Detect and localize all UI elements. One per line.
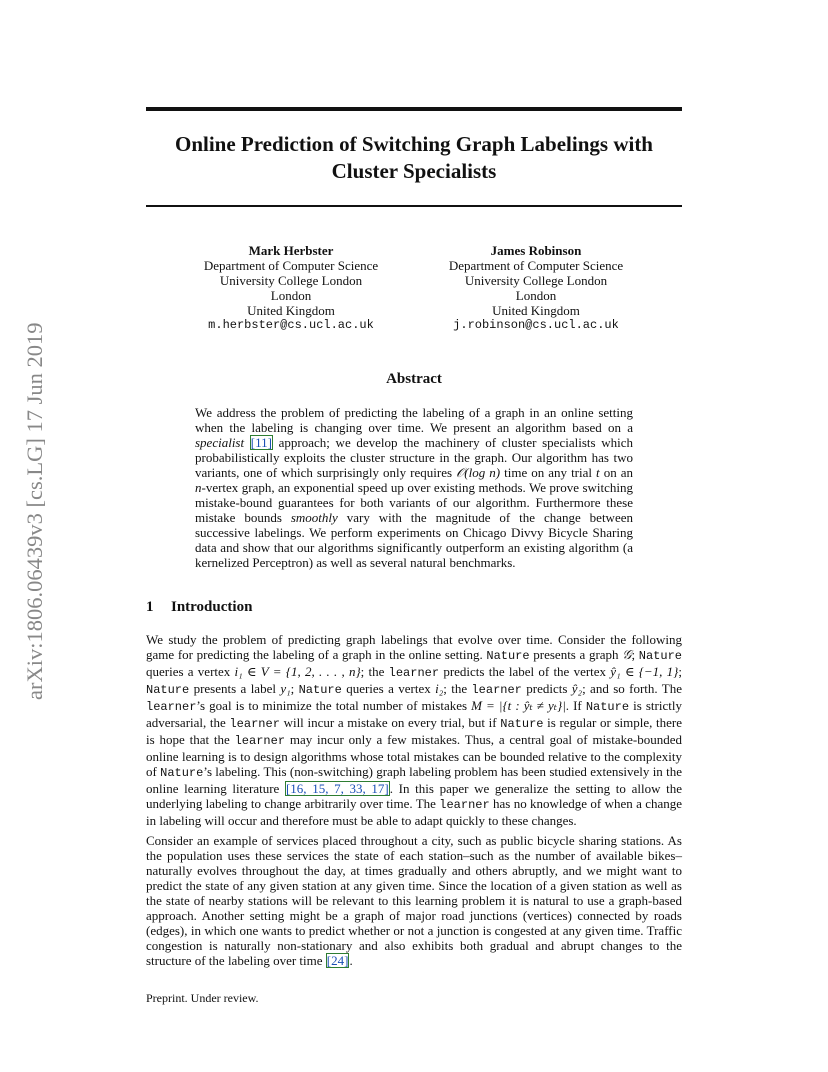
title-line-1: Online Prediction of Switching Graph Labelings with bbox=[174, 132, 653, 156]
code-term: learner bbox=[234, 734, 286, 748]
author-city: London bbox=[515, 288, 557, 303]
section-heading bbox=[146, 599, 252, 616]
code-term: learner bbox=[229, 717, 280, 731]
code-term: learner bbox=[439, 798, 490, 812]
abstract-text: We address the problem of predicting the labeling of a graph in an online setting when the labeling is changing over time. We present an algorithm based on a specialist [11] approach; we develop the machinery of cluster specialists which probabilistically exploits the cluster structure in the graph. Our algorithm has two variants, one of which surprisingly only requires 𝒪(log n) time on any trial t on an n-vertex graph, an exponential speed up over existing methods. We prove switching mistake-bound guarantees for both variants of our algorithm. Furthermore these mistake bounds smoothly vary with the magnitude of the change between successive labelings. We perform experiments on Chicago Divvy Bicycle Sharing data and show that our algorithms significantly outperform an existing algorithm (a kernelized Perceptron) as well as several natural benchmarks. bbox=[195, 405, 634, 570]
code-term: Nature bbox=[146, 683, 190, 697]
code-term: Nature bbox=[298, 683, 342, 697]
author-email[interactable]: j.robinson@cs.ucl.ac.uk bbox=[453, 318, 619, 332]
author-department: Department of Computer Science bbox=[203, 258, 379, 273]
title-line-2: Cluster Specialists bbox=[331, 159, 497, 183]
math-expression: ŷ₁ ∈ {−1, 1} bbox=[610, 664, 679, 679]
citation-link[interactable]: [24] bbox=[326, 953, 349, 968]
author-email[interactable]: m.herbster@cs.ucl.ac.uk bbox=[208, 318, 374, 332]
author-city: London bbox=[270, 288, 312, 303]
code-term: Nature bbox=[500, 717, 544, 731]
math-expression: 𝒢 bbox=[622, 647, 632, 662]
math-expression: ŷ₂ bbox=[571, 681, 583, 696]
code-term: learner bbox=[471, 683, 522, 697]
code-term: Nature bbox=[160, 766, 204, 780]
code-term: Nature bbox=[638, 649, 682, 663]
author-country: United Kingdom bbox=[247, 303, 335, 318]
paper-title bbox=[146, 131, 682, 185]
citation-link[interactable]: [16, 15, 7, 33, 17] bbox=[285, 781, 389, 796]
author-department: Department of Computer Science bbox=[448, 258, 624, 273]
author-name: Mark Herbster bbox=[248, 243, 334, 258]
footer-note: Preprint. Under review. bbox=[146, 991, 259, 1005]
math-expression: i₁ ∈ V = {1, 2, . . . , n} bbox=[234, 664, 361, 679]
math-expression: M = |{t : ŷₜ ≠ yₜ}| bbox=[471, 698, 566, 713]
arxiv-stamp bbox=[18, 290, 48, 700]
code-term: learner bbox=[388, 666, 440, 680]
code-term: Nature bbox=[486, 649, 530, 663]
citation-link[interactable]: [11] bbox=[250, 435, 272, 450]
math-expression: 𝒪(log n) bbox=[456, 465, 501, 480]
intro-paragraph-2: Consider an example of services placed throughout a city, such as public bicycle sharing stations. As the population uses these services the state of each station–such as the number of available bikes–naturally evolves throughout the day, at times gradually and others abruptly, and we might want to predict the state of any given station at any given time. Since the location of a given station as well as the state of nearby stations will be relevant to this learning problem it is natural to use a graph-based approach. Another setting might be a graph of major road junctions (vertices) connected by roads (edges), in which one wants to predict whether or not a junction is congested at any given time. Traffic congestion is naturally non-stationary and also exhibits both gradual and abrupt changes to the structure of the labeling over time [24]. bbox=[146, 833, 682, 968]
author-block-2 bbox=[416, 243, 656, 333]
title-bottom-rule bbox=[146, 205, 682, 207]
title-top-rule bbox=[146, 107, 682, 111]
arxiv-identifier[interactable]: arXiv:1806.06439v3 [cs.LG] 17 Jun 2019 bbox=[22, 322, 47, 700]
section-number: 1 bbox=[146, 599, 154, 615]
author-block-1 bbox=[171, 243, 411, 333]
emphasis-term: smoothly bbox=[290, 510, 338, 525]
author-country: United Kingdom bbox=[492, 303, 580, 318]
math-expression: n bbox=[195, 480, 202, 495]
author-university: University College London bbox=[219, 273, 363, 288]
math-expression: y₁ bbox=[280, 681, 291, 696]
math-expression: i₂ bbox=[435, 681, 444, 696]
abstract-heading: Abstract bbox=[386, 371, 442, 387]
author-name: James Robinson bbox=[490, 243, 582, 258]
author-university: University College London bbox=[464, 273, 608, 288]
specialist-term: specialist bbox=[195, 435, 245, 450]
section-title: Introduction bbox=[171, 599, 253, 615]
code-term: learner bbox=[146, 700, 197, 714]
code-term: Nature bbox=[585, 700, 630, 714]
math-expression: t bbox=[596, 465, 600, 480]
intro-paragraph-1: We study the problem of predicting graph labelings that evolve over time. Consider the following game for predicting the labeling of a graph in the online setting. Nature presents a graph 𝒢; Nature queries a vertex i₁ ∈ V = {1, 2, . . . , n}; the learner predicts the label of the vertex ŷ₁ ∈ {−1, 1}; Nature presents a label y₁; Nature queries a vertex i₂; the learner predicts ŷ₂; and so forth. The learner’s goal is to minimize the total number of mistakes M = |{t : ŷₜ ≠ yₜ}|. If Nature is strictly adversarial, the learner will incur a mistake on every trial, but if Nature is regular or simple, there is hope that the learner may incur only a few mistakes. Thus, a central goal of mistake-bounded online learning is to design algorithms whose total mistakes can be bounded relative to the complexity of Nature’s labeling. This (non-switching) graph labeling problem has been studied extensively in the online learning literature [16, 15, 7, 33, 17]. In this paper we generalize the setting to allow the underlying labeling to change arbitrarily over time. The learner has no knowledge of when a change in labeling will occur and therefore must be able to adapt quickly to these changes. bbox=[146, 632, 683, 828]
